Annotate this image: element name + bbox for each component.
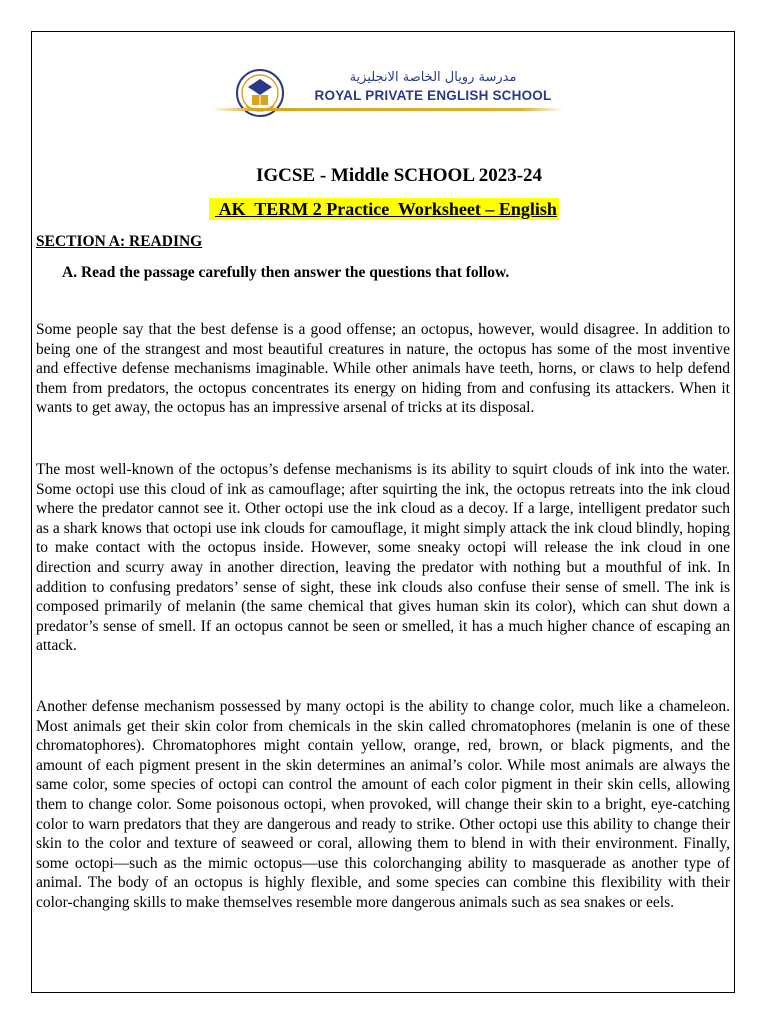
school-name-english: ROYAL PRIVATE ENGLISH SCHOOL — [314, 88, 552, 103]
page-title: IGCSE - Middle SCHOOL 2023-24 — [255, 165, 543, 186]
passage-paragraph: Another defense mechanism possessed by many octopi is the ability to change color, much like a chameleon. Most animals get their skin color from chemicals in the skin called chromatophores (melanin is one of these chromatophores). Chromatophores might contain yellow, orange, red, brown, or black pigments, and the amount of each pigment present in the skin determines an animal’s color. While most animals are always the same color, some species of octopi can control the amount of each color pigment in their skin cells, allowing them to change color. Some poisonous octopi, when provoked, will change their skin to a bright, eye-catching color to warn predators that they are dangerous and ready to strike. Other octopi use this ability to change their skin to the color and texture of seaweed or coral, allowing them to blend in with their environment. Finally, some octopi—such as the mimic octopus—use this colorchanging ability to masquerade as another type of animal. The body of an octopus is highly flexible, and some species can combine this flexibility with their color-changing skills to make themselves resemble more dangerous animals such as sea snakes or eels. — [36, 698, 730, 911]
logo-gold-rule — [212, 108, 564, 111]
subtitle-container — [0, 198, 768, 220]
passage-paragraph: The most well-known of the octopus’s defense mechanisms is its ability to squirt clouds of ink into the water. Some octopi use this cloud of ink as camouflage; after squirting the ink, the octopus retreats into the ink cloud where the predator cannot see it. Other octopi use the ink cloud as a decoy. If a large, intelligent predator such as a shark knows that octopi use ink clouds for camouflage, it might simply attack the ink cloud blindly, hoping to make contact with the octopus inside. However, some sneaky octopi will release the ink cloud in one direction and scurry away in another direction, leaving the predator with nothing but a mouthful of ink. In addition to confusing predators’ sense of sight, these ink clouds also confuse their sense of smell. The ink is composed primarily of melanin (the same chemical that gives human skin its color), which can shut down a predator’s sense of smell. If an octopus cannot be seen or smelled, it has a much higher chance of escaping an attack. — [36, 461, 730, 655]
worksheet-subtitle: AK TERM 2 Practice Worksheet – English — [209, 198, 559, 220]
passage-paragraph: Some people say that the best defense is a good offense; an octopus, however, would disagree. In addition to being one of the strangest and most beautiful creatures in nature, the octopus has some of the most inventive and effective defense mechanisms imaginable. While other animals have teeth, horns, or claws to help defend them from predators, the octopus concentrates its energy on hiding from and confusing its attackers. When it wants to get away, the octopus has an impressive arsenal of tricks at its disposal. — [36, 321, 730, 417]
school-logo — [212, 66, 564, 120]
section-heading: SECTION A: READING — [36, 233, 203, 250]
school-name-arabic: مدرسة رويال الخاصة الانجليزية — [349, 70, 517, 85]
instruction-text: A. Read the passage carefully then answer the questions that follow. — [62, 264, 510, 281]
